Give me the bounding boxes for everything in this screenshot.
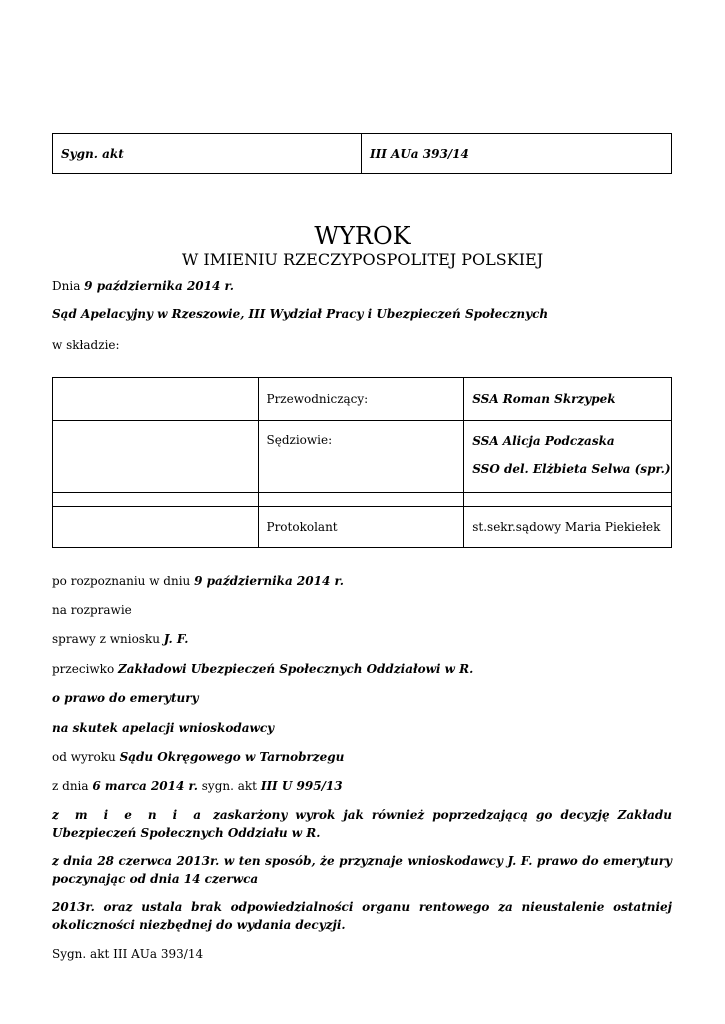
ruling-paragraph-3: 2013r. oraz ustala brak odpowiedzialności organu rentowego za nieustalenie ostatniej okoliczności niezbędnej do wydania decyzji. — [52, 900, 672, 932]
appeal-line: na skutek apelacji wnioskodawcy — [52, 721, 275, 735]
court-name: Sąd Apelacyjny w Rzeszowie, III Wydział Pracy i Ubezpieczeń Społecznych — [52, 307, 549, 321]
document-subtitle: W IMIENIU RZECZYPOSPOLITEJ POLSKIEJ — [181, 250, 544, 269]
table-row — [53, 507, 672, 548]
date-prefix: Dnia — [52, 279, 81, 293]
hearing-line: na rozprawie — [52, 603, 132, 617]
table-row — [53, 378, 672, 421]
judge-name: SSA Alicja Podczaska — [472, 434, 615, 448]
considered-line: po rozpoznaniu w dniu 9 października 2014 r. — [52, 574, 344, 588]
role-judges: Sędziowie: — [258, 421, 464, 493]
case-number-label: Sygn. akt — [53, 134, 362, 173]
ruling-paragraph-2: z dnia 28 czerwca 2013r. w ten sposób, że przyznaje wnioskodawcy J. F. prawo do emerytury poczynając od dnia 14 czerwca — [52, 854, 672, 886]
role-chair: Przewodniczący: — [258, 378, 464, 421]
composition-label: w składzie: — [52, 338, 120, 352]
judgment-date-line — [52, 277, 672, 295]
table-row — [53, 421, 672, 493]
role-clerk: Protokolant — [258, 507, 464, 548]
ruling-paragraph: z m i e n i a zaskarżony wyrok jak również poprzedzającą go decyzję Zakładu Ubezpieczeń Społecznych Oddziału w R. — [52, 808, 672, 840]
against-line: przeciwko Zakładowi Ubezpieczeń Społecznych Oddziałowi w R. — [52, 662, 474, 676]
judgment-line: od wyroku Sądu Okręgowego w Tarnobrzegu — [52, 750, 345, 764]
case-number-value: III AUa 393/14 — [370, 146, 469, 161]
composition-table — [52, 377, 672, 548]
name-clerk: st.sekr.sądowy Maria Piekiełek — [464, 507, 672, 548]
subject-line: o prawo do emerytury — [52, 691, 199, 705]
case-number-box — [52, 133, 672, 174]
case-line: sprawy z wniosku J. F. — [52, 632, 189, 646]
footer-case-number: Sygn. akt III AUa 393/14 — [52, 947, 204, 961]
name-chair: SSA Roman Skrzypek — [464, 378, 672, 421]
judge-name: SSO del. Elżbieta Selwa (spr.) — [472, 462, 671, 476]
judgment-date: 9 października 2014 r. — [84, 279, 234, 293]
from-date-line: z dnia 6 marca 2014 r. sygn. akt III U 995/13 — [52, 779, 343, 793]
document-title: WYROK — [314, 222, 411, 250]
names-judges — [464, 421, 672, 493]
table-row — [53, 493, 672, 507]
